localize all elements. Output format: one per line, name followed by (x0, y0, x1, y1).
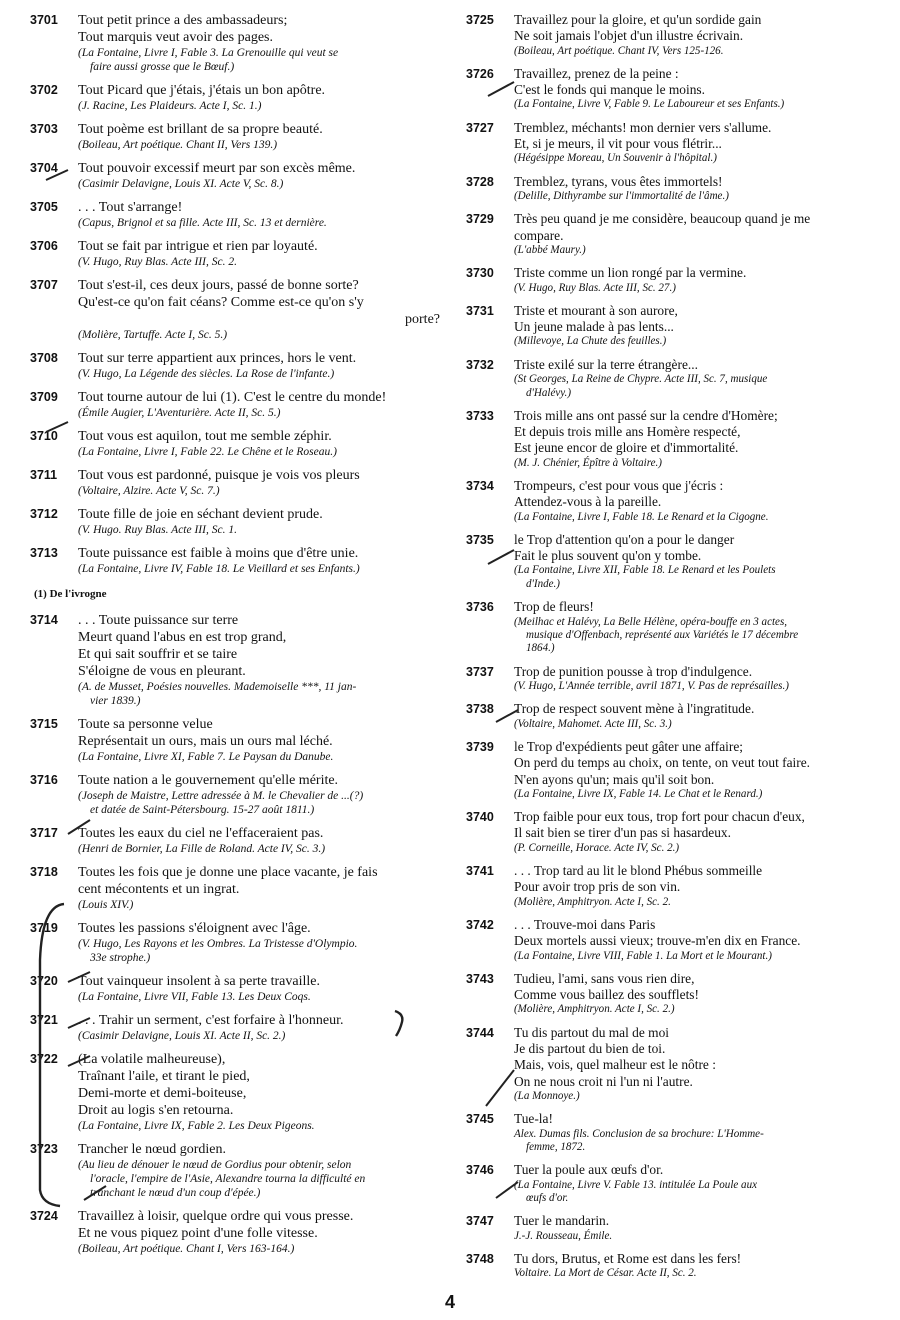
quote-entry (30, 920, 440, 965)
quote-line: Meurt quand l'abus en est trop grand, (78, 630, 287, 645)
quote-entry (30, 428, 440, 459)
quote-number: 3706 (30, 239, 58, 253)
pencil-tick-mark (66, 1054, 92, 1068)
quote-source: (Louis XIV.) (78, 899, 134, 911)
quote-line: Tuer le mandarin. (514, 1213, 610, 1229)
quote-number: 3704 (30, 161, 58, 175)
quote-line: Triste et mourant à son aurore, (514, 302, 678, 318)
quote-line: Je dis partout du bien de toi. (514, 1041, 666, 1057)
quote-number: 3705 (30, 200, 58, 214)
quote-source: (J. Racine, Les Plaideurs. Acte I, Sc. 1.) (78, 100, 262, 112)
quote-line: Travaillez, prenez de la peine : (514, 65, 679, 81)
quote-number: 3748 (466, 1252, 494, 1267)
quote-line: Trop de fleurs! (514, 599, 594, 615)
quote-source: (Henri de Bornier, La Fille de Roland. Acte IV, Sc. 3.) (78, 843, 326, 855)
quote-source: (Boileau, Art poétique. Chant IV, Vers 125-126. (514, 44, 724, 57)
left-column (30, 12, 440, 1264)
quote-entry (466, 971, 878, 1017)
quote-line: Trancher le nœud gordien. (78, 1142, 227, 1157)
quote-entry (30, 12, 440, 74)
quote-number: 3741 (466, 864, 494, 879)
quote-line: Travaillez à loisir, quelque ordre qui vous presse. (78, 1209, 354, 1224)
quote-number: 3734 (466, 479, 494, 494)
quote-line: Tremblez, tyrans, vous êtes immortels! (514, 173, 723, 189)
quote-number: 3729 (466, 212, 494, 227)
quote-line: Toutes les eaux du ciel ne l'effaceraient pas. (78, 826, 324, 841)
pencil-tick-mark (66, 970, 92, 984)
quote-line: . . . Trouve-moi dans Paris (514, 917, 656, 933)
quote-line: Traînant l'aile, et tirant le pied, (78, 1069, 250, 1084)
quote-line: On perd du temps au choix, on tente, on veut tout faire. (514, 755, 811, 771)
quote-number: 3708 (30, 351, 58, 365)
quote-line: porte? (405, 312, 440, 327)
quote-entry (466, 211, 878, 257)
quote-number: 3739 (466, 740, 494, 755)
quote-entry (466, 599, 878, 655)
footnote: (1) De l'ivrogne (34, 588, 107, 600)
quote-line: Attendez-vous à la pareille. (514, 494, 662, 510)
right-column (466, 12, 878, 1289)
quote-number: 3730 (466, 266, 494, 281)
quote-line: Travaillez pour la gloire, et qu'un sordide gain (514, 12, 762, 27)
quote-source: (Meilhac et Halévy, La Belle Hélène, opéra-bouffe en 3 actes, (514, 615, 788, 628)
quote-entry (466, 66, 878, 112)
quote-source: musique d'Offenbach, représenté aux Variétés le 17 décembre (526, 628, 799, 641)
quote-source: œufs d'or. (526, 1191, 569, 1204)
quote-line: Est jeune encor de gloire et d'immortalité. (514, 440, 739, 456)
quote-number: 3710 (30, 429, 58, 443)
quote-entry (30, 389, 440, 420)
quote-number: 3731 (466, 303, 494, 318)
quote-line: Toutes les passions s'éloignent avec l'âge. (78, 921, 311, 936)
quote-source: faire aussi grosse que le Bœuf.) (90, 61, 235, 73)
quote-line: Tremblez, méchants! mon dernier vers s'allume. (514, 119, 772, 135)
quote-source: (V. Hugo. Ruy Blas. Acte III, Sc. 1. (78, 524, 237, 536)
quote-line: Ne soit jamais l'objet d'un illustre écrivain. (514, 28, 744, 44)
quote-line: Tu dors, Brutus, et Rome est dans les fers! (514, 1251, 742, 1267)
quote-line: Et depuis trois mille ans Homère respecté, (514, 424, 741, 440)
quote-source: (La Fontaine, Livre XII, Fable 18. Le Renard et les Poulets (514, 564, 776, 577)
quote-line: Toutes les fois que je donne une place vacante, je fais (78, 865, 378, 880)
pencil-tick-mark (494, 1180, 520, 1200)
quote-number: 3724 (30, 1209, 58, 1223)
quote-entry (30, 1208, 440, 1256)
quote-entry (466, 120, 878, 166)
quote-entry (466, 478, 878, 524)
quote-line: Tu dis partout du mal de moi (514, 1024, 669, 1040)
quote-entry (30, 82, 440, 113)
quote-source: et datée de Saint-Pétersbourg. 15-27 août 1811.) (90, 804, 315, 816)
quote-source: d'Inde.) (526, 577, 560, 590)
quote-number: 3723 (30, 1142, 58, 1156)
quote-source: (Boileau, Art poétique. Chant I, Vers 163-164.) (78, 1243, 295, 1255)
quote-source: (La Fontaine, Livre V, Fable 9. Le Laboureur et ses Enfants.) (514, 98, 785, 111)
quote-number: 3745 (466, 1112, 494, 1127)
quote-source: (La Fontaine, Livre I, Fable 3. La Grenouille qui veut se (78, 47, 339, 59)
pencil-tick-mark (484, 1068, 516, 1108)
quote-line: Droit au logis s'en retourna. (78, 1103, 234, 1118)
pencil-tick-mark (44, 420, 70, 434)
quote-source: 1864.) (526, 642, 555, 655)
quote-source: (Boileau, Art poétique. Chant II, Vers 139.) (78, 139, 278, 151)
quote-line: Tout se fait par intrigue et rien par loyauté. (78, 239, 318, 254)
quote-source: (La Fontaine, Livre IV, Fable 18. Le Vieillard et ses Enfants.) (78, 563, 360, 575)
pencil-tick-mark (486, 548, 516, 566)
quote-number: 3733 (466, 408, 494, 423)
quote-source: (Joseph de Maistre, Lettre adressée à M. le Chevalier de ...(?) (78, 790, 364, 802)
quote-entry (30, 612, 440, 708)
quote-line: Qu'est-ce qu'on fait céans? Comme est-ce qu'on s'y (78, 295, 364, 310)
quote-line: Représentait un ours, mais un ours mal léché. (78, 734, 333, 749)
quote-line: Tuer la poule aux œufs d'or. (514, 1162, 664, 1178)
quote-entry (30, 506, 440, 537)
quote-source: (La Fontaine, Livre VII, Fable 13. Les Deux Coqs. (78, 991, 311, 1003)
quote-line: Tout pouvoir excessif meurt par son excès même. (78, 161, 356, 176)
quote-line: Un jeune malade à pas lents... (514, 319, 674, 335)
quote-entry (466, 739, 878, 801)
quote-entry (466, 664, 878, 694)
quote-number: 3703 (30, 122, 58, 136)
quote-entry (30, 545, 440, 576)
quote-entry (30, 350, 440, 381)
quote-number: 3715 (30, 717, 58, 731)
quote-line: Toute sa personne velue (78, 717, 213, 732)
quote-line: . . . Trahir un serment, c'est forfaire à l'honneur. (78, 1013, 344, 1028)
quote-number: 3744 (466, 1025, 494, 1040)
quote-number: 3721 (30, 1013, 58, 1027)
quote-source: l'oracle, l'empire de l'Asie, Alexandre tourna la difficulté en (90, 1173, 366, 1185)
quote-source: (V. Hugo, La Légende des siècles. La Rose de l'infante.) (78, 368, 335, 380)
quote-number: 3718 (30, 865, 58, 879)
pencil-bracket-mark (30, 900, 70, 1210)
quote-number: 3707 (30, 278, 58, 292)
quote-line: Tout s'est-il, ces deux jours, passé de bonne sorte? (78, 278, 359, 293)
quote-source: (Molière, Amphitryon. Acte I, Sc. 2. (514, 895, 671, 908)
quote-line: Tout poème est brillant de sa propre beauté. (78, 122, 323, 137)
quote-source: vier 1839.) (90, 695, 141, 707)
quote-number: 3716 (30, 773, 58, 787)
quote-entry (466, 1025, 878, 1103)
quote-entry (30, 277, 440, 342)
quote-line: C'est le fonds qui manque le moins. (514, 82, 705, 98)
quote-entry (466, 408, 878, 470)
quote-entry (466, 1111, 878, 1154)
quote-entry (30, 199, 440, 230)
quote-line: Trop de respect souvent mène à l'ingratitude. (514, 701, 755, 717)
quote-source: (V. Hugo, Ruy Blas. Acte III, Sc. 2. (78, 256, 237, 268)
quote-entry (30, 160, 440, 191)
quote-line: Trois mille ans ont passé sur la cendre d'Homère; (514, 407, 778, 423)
quote-line: On ne nous croit ni l'un ni l'autre. (514, 1073, 693, 1089)
quote-number: 3737 (466, 664, 494, 679)
quote-entry (466, 532, 878, 591)
quote-source: (Capus, Brignol et sa fille. Acte III, Sc. 13 et dernière. (78, 217, 327, 229)
quote-source: (Émile Augier, L'Aventurière. Acte II, Sc. 5.) (78, 407, 281, 419)
quote-number: 3747 (466, 1214, 494, 1229)
quote-entry (466, 809, 878, 855)
quote-number: 3717 (30, 826, 58, 840)
quote-source: (Delille, Dithyrambe sur l'immortalité de l'âme.) (514, 189, 729, 202)
quote-number: 3726 (466, 66, 494, 81)
quote-source: (V. Hugo, Ruy Blas. Acte III, Sc. 27.) (514, 281, 676, 294)
quote-number: 3738 (466, 702, 494, 717)
quote-source: d'Halévy.) (526, 386, 571, 399)
quote-entry (466, 12, 878, 58)
quote-line: Mais, vois, quel malheur est le nôtre : (514, 1057, 716, 1073)
quote-line: Il sait bien se tirer d'un pas si hasardeux. (514, 825, 731, 841)
quote-source: (La Fontaine, Livre I, Fable 18. Le Renard et la Cigogne. (514, 510, 769, 523)
quote-line: Tout petit prince a des ambassadeurs; (78, 13, 288, 28)
quote-line: Tue-la! (514, 1111, 553, 1127)
quote-line: compare. (514, 227, 564, 243)
quote-entry (466, 174, 878, 204)
quote-number: 3740 (466, 810, 494, 825)
quote-line: le Trop d'attention qu'on a pour le danger (514, 531, 735, 547)
quote-line: S'éloigne de vous en pleurant. (78, 664, 246, 679)
quote-number: 3722 (30, 1052, 58, 1066)
quote-entry (466, 265, 878, 295)
quote-entry (30, 467, 440, 498)
quote-line: Triste exilé sur la terre étrangère... (514, 356, 698, 372)
quote-entry (30, 238, 440, 269)
quote-number: 3732 (466, 357, 494, 372)
quote-source: (Molière, Amphitryon. Acte I, Sc. 2.) (514, 1003, 675, 1016)
quote-line: Et ne vous piquez point d'une folle vitesse. (78, 1226, 318, 1241)
pencil-bracket-mark (392, 1008, 408, 1038)
quote-number: 3725 (466, 13, 494, 27)
quote-line: Trop de punition pousse à trop d'indulgence. (514, 663, 753, 679)
quote-line: Tout marquis veut avoir des pages. (78, 30, 273, 45)
quote-source: (Casimir Delavigne, Louis XI. Acte V, Sc. 8.) (78, 178, 284, 190)
quote-line: Tout vous est aquilon, tout me semble zéphir. (78, 429, 332, 444)
quote-line: Pour avoir trop pris de son vin. (514, 879, 681, 895)
quote-source: (La Fontaine, Livre XI, Fable 7. Le Paysan du Danube. (78, 751, 334, 763)
quote-source: (La Monnoye.) (514, 1089, 580, 1102)
quote-entry (466, 357, 878, 400)
quote-source: (V. Hugo, Les Rayons et les Ombres. La Tristesse d'Olympio. (78, 938, 358, 950)
pencil-tick-mark (486, 80, 516, 98)
quote-source: (La Fontaine, Livre VIII, Fable 1. La Mort et le Mourant.) (514, 949, 772, 962)
quote-source: Voltaire. La Mort de César. Acte II, Sc. 2. (514, 1267, 697, 1280)
quote-source: (V. Hugo, L'Année terrible, avril 1871, V. Pas de représailles.) (514, 680, 789, 692)
quote-line: Toute nation a le gouvernement qu'elle mérite. (78, 773, 339, 788)
page-number: 4 (444, 1292, 455, 1312)
quote-line: Tout tourne autour de lui (1). C'est le centre du monde! (78, 390, 387, 405)
quote-entry (30, 772, 440, 817)
quote-source: (Millevoye, La Chute des feuilles.) (514, 335, 667, 348)
quote-source: (M. J. Chénier, Épître à Voltaire.) (514, 456, 662, 469)
quote-line: (La volatile malheureuse), (78, 1052, 226, 1067)
quote-line: Tout sur terre appartient aux princes, hors le vent. (78, 351, 357, 366)
quote-number: 3742 (466, 918, 494, 933)
quote-source: (L'abbé Maury.) (514, 243, 586, 256)
quote-entry (466, 1162, 878, 1205)
quote-number: 3712 (30, 507, 58, 521)
quote-entry (466, 701, 878, 731)
quote-line: Très peu quand je me considère, beaucoup quand je me (514, 211, 811, 227)
quote-source: (Au lieu de dénouer le nœud de Gordius pour obtenir, selon (78, 1159, 352, 1171)
quote-line: Tout vous est pardonné, puisque je vois vos pleurs (78, 468, 360, 483)
quote-line: le Trop d'expédients peut gâter une affaire; (514, 739, 743, 755)
quote-number: 3714 (30, 613, 58, 627)
quote-entry (466, 863, 878, 909)
quote-number: 3711 (30, 468, 58, 482)
quote-source: (La Fontaine, Livre V. Fable 13. intitulée La Poule aux (514, 1178, 757, 1191)
quote-line: Et, si je meurs, il vit pour vous flétrir... (514, 136, 722, 152)
pencil-tick-mark (66, 818, 92, 836)
quote-line: Trop faible pour eux tous, trop fort pour chacun d'eux, (514, 809, 805, 825)
quote-entry (466, 1213, 878, 1243)
pencil-tick-mark (44, 168, 70, 182)
pencil-tick-mark (66, 1016, 92, 1030)
quote-line: Demi-morte et demi-boiteuse, (78, 1086, 247, 1101)
quote-line: Fait le plus souvent qu'on y tombe. (514, 548, 702, 564)
quote-line: . . . Toute puissance sur terre (78, 613, 239, 628)
quote-number: 3727 (466, 120, 494, 135)
quote-line: Deux mortels aussi vieux; trouve-m'en dix en France. (514, 933, 801, 949)
quote-entry (466, 1251, 878, 1281)
quote-entry (30, 716, 440, 764)
quote-entry (466, 917, 878, 963)
quote-number: 3743 (466, 971, 494, 986)
pencil-tick-mark (494, 708, 520, 724)
quote-entry (466, 303, 878, 349)
quote-line: Toute fille de joie en séchant devient prude. (78, 507, 323, 522)
quote-number: 3746 (466, 1163, 494, 1178)
quote-number: 3719 (30, 921, 58, 935)
quote-source: (Casimir Delavigne, Louis XI. Acte II, Sc. 2.) (78, 1030, 286, 1042)
quote-number: 3713 (30, 546, 58, 560)
pencil-tick-mark (82, 1184, 108, 1202)
quote-line: Tout Picard que j'étais, j'étais un bon apôtre. (78, 83, 326, 98)
quote-number: 3702 (30, 83, 58, 97)
quote-entry (30, 864, 440, 912)
quote-source: (Hégésippe Moreau, Un Souvenir à l'hôpital.) (514, 152, 717, 165)
quote-source: (La Fontaine, Livre I, Fable 22. Le Chêne et le Roseau.) (78, 446, 337, 458)
quote-line: Triste comme un lion rongé par la vermine. (514, 265, 747, 281)
quote-source: (P. Corneille, Horace. Acte IV, Sc. 2.) (514, 841, 680, 854)
quote-entry (30, 121, 440, 152)
quote-line: . . . Tout s'arrange! (78, 200, 183, 215)
quote-line: Et qui sait souffrir et se taire (78, 647, 238, 662)
quote-source: (La Fontaine, Livre IX, Fable 2. Les Deux Pigeons. (78, 1120, 315, 1132)
quote-source: (Molière, Tartuffe. Acte I, Sc. 5.) (78, 329, 228, 341)
quote-source: (Voltaire, Alzire. Acte V, Sc. 7.) (78, 485, 220, 497)
quote-number: 3701 (30, 13, 58, 27)
quote-number: 3736 (466, 600, 494, 615)
quote-number: 3728 (466, 174, 494, 189)
quote-number: 3720 (30, 974, 58, 988)
quote-line: Toute puissance est faible à moins que d'être unie. (78, 546, 359, 561)
quote-number: 3709 (30, 390, 58, 404)
quote-line: N'en ayons qu'un; mais qu'il soit bon. (514, 771, 715, 787)
quote-line: Tout vainqueur insolent à sa perte travaille. (78, 974, 320, 989)
quote-line: Comme vous baillez des soufflets! (514, 987, 699, 1003)
quote-source: J.-J. Rousseau, Émile. (514, 1229, 613, 1242)
quote-source: 33e strophe.) (90, 952, 151, 964)
quote-number: 3735 (466, 532, 494, 547)
quote-line: Tudieu, l'ami, sans vous rien dire, (514, 970, 695, 986)
quote-line: Trompeurs, c'est pour vous que j'écris : (514, 478, 724, 494)
quote-source: (La Fontaine, Livre IX, Fable 14. Le Chat et le Renard.) (514, 787, 763, 800)
quote-line: cent mécontents et un ingrat. (78, 882, 240, 897)
quote-source: (A. de Musset, Poésies nouvelles. Mademoiselle ***, 11 jan- (78, 681, 357, 693)
quote-line: . . . Trop tard au lit le blond Phébus sommeille (514, 863, 763, 879)
quote-source: (St Georges, La Reine de Chypre. Acte III, Sc. 7, musique (514, 373, 768, 386)
quote-source: femme, 1872. (526, 1140, 586, 1153)
quote-source: (Voltaire, Mahomet. Acte III, Sc. 3.) (514, 717, 672, 730)
quote-source: Alex. Dumas fils. Conclusion de sa brochure: L'Homme- (514, 1127, 764, 1140)
quote-source: tranchant le nœud d'un coup d'épée.) (90, 1187, 261, 1199)
